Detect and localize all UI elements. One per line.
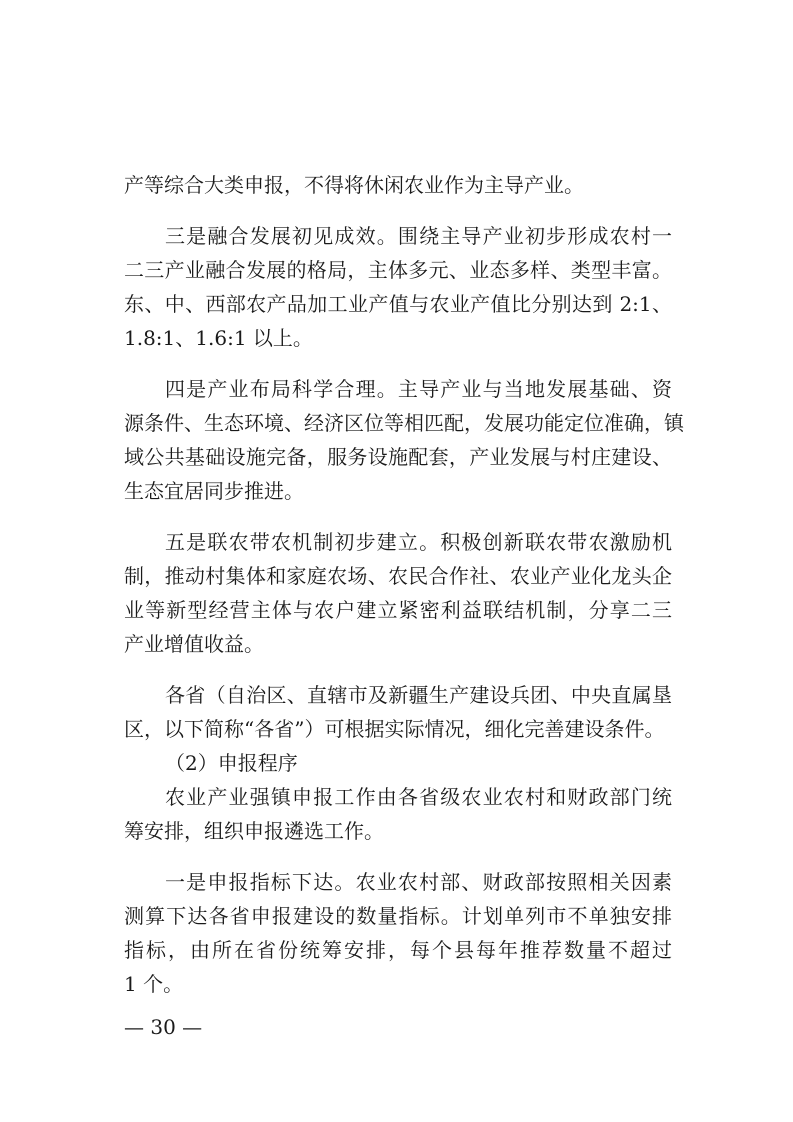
body-line-11: 制，推动村集体和家庭农场、农民合作社、农业产业化龙头企 [124,564,672,588]
body-line-21: 指标，由所在省份统筹安排，每个县每年推荐数量不超过 [124,938,672,962]
body-line-7: 源条件、生态环境、经济区位等相匹配，发展功能定位准确，镇 [124,411,684,435]
body-line-3: 二三产业融合发展的格局，主体多元、业态多样、类型丰富。 [124,258,672,282]
body-line-19: 一是申报指标下达。农业农村部、财政部按照相关因素 [165,870,672,894]
body-line-12: 业等新型经营主体与农户建立紧密利益联结机制，分享二三 [124,598,672,622]
body-line-2: 三是融合发展初见成效。围绕主导产业初步形成农村一 [165,224,672,248]
body-line-15: 区，以下简称“各省”）可根据实际情况，细化完善建设条件。 [124,717,665,741]
body-line-8: 域公共基础设施完备，服务设施配套，产业发展与村庄建设、 [124,445,672,469]
body-line-13: 产业增值收益。 [124,632,264,656]
body-line-4: 东、中、西部农产品加工业产值与农业产值比分别达到 2:1、 [124,292,672,316]
body-line-6: 四是产业布局科学合理。主导产业与当地发展基础、资 [165,377,672,401]
body-line-9: 生态宜居同步推进。 [124,479,304,503]
body-line-14: 各省（自治区、直辖市及新疆生产建设兵团、中央直属垦 [165,683,672,707]
page-number: — 30 — [124,1015,203,1039]
body-line-22: 1 个。 [124,972,184,996]
body-line-20: 测算下达各省申报建设的数量指标。计划单列市不单独安排 [124,904,672,928]
body-line-18: 筹安排，组织申报遴选工作。 [124,819,384,843]
body-line-1: 产等综合大类申报，不得将休闲农业作为主导产业。 [124,173,584,197]
body-line-10: 五是联农带农机制初步建立。积极创新联农带农激励机 [165,530,672,554]
body-line-5: 1.8:1、1.6:1 以上。 [124,326,313,350]
body-line-17: 农业产业强镇申报工作由各省级农业农村和财政部门统 [165,785,672,809]
section-heading: （2）申报程序 [165,751,298,775]
